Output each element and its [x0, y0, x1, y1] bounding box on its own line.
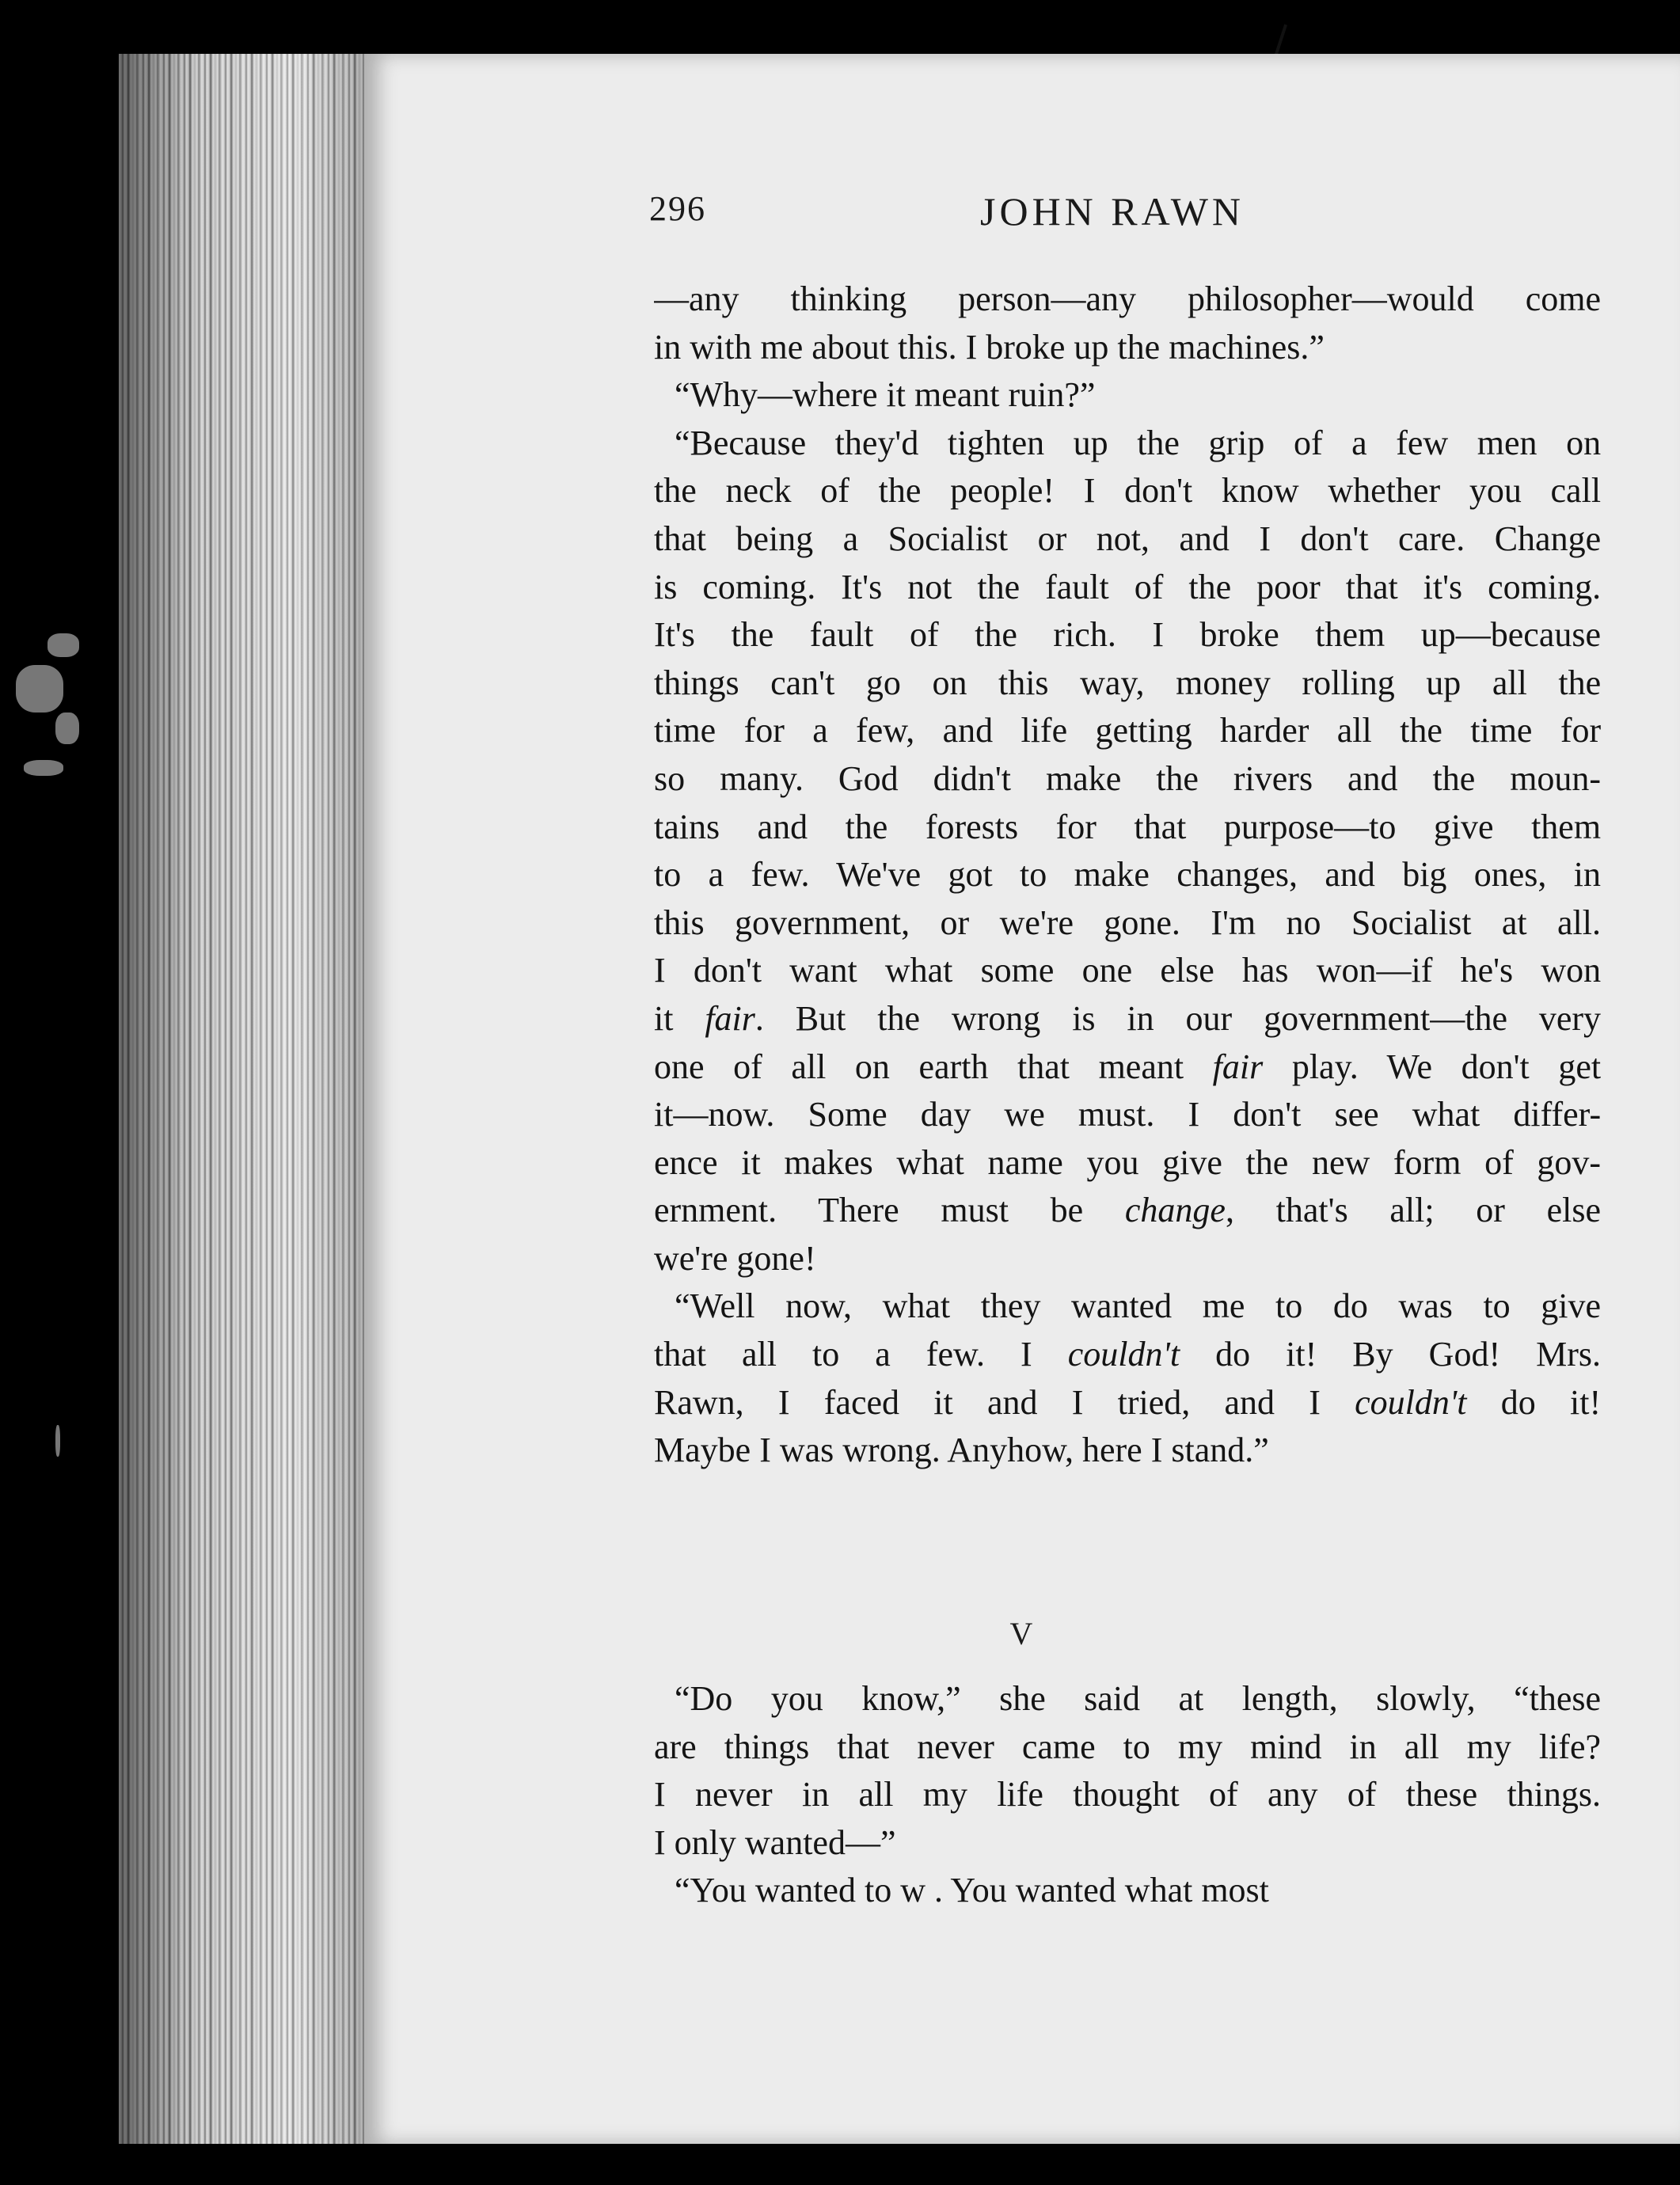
text-line: it—now. Some day we must. I don't see what differ- [654, 1095, 1601, 1134]
margin-speck [16, 665, 63, 712]
text-line: I never in all my life thought of any of these things. [654, 1775, 1601, 1814]
paragraph [654, 1282, 1601, 1474]
book-page [364, 54, 1680, 2144]
text-line: this government, or we're gone. I'm no Socialist at all. [654, 902, 1601, 942]
text-line: “Do you know,” she said at length, slowly, “these [675, 1679, 1601, 1718]
text-line: that all to a few. I couldn't do it! By God! Mrs. [654, 1335, 1601, 1374]
text-line: —any thinking person—any philosopher—would come [654, 279, 1601, 318]
text-line: time for a few, and life getting harder all the time for [654, 711, 1601, 750]
text-line: is coming. It's not the fault of the poor that it's coming. [654, 567, 1601, 606]
text-line: I don't want what some one else has won—if he's won [654, 951, 1601, 990]
text-line: “Why—where it meant ruin?” [675, 375, 1096, 415]
margin-speck [55, 1425, 60, 1457]
body-text-section-two [654, 1675, 1601, 1915]
text-line: the neck of the people! I don't know whether you call [654, 471, 1601, 511]
running-title: JOHN RAWN [980, 189, 1245, 234]
paragraph [654, 1867, 1601, 1915]
text-line: It's the fault of the rich. I broke them up—because [654, 615, 1601, 655]
text-line: we're gone! [654, 1238, 816, 1278]
text-line: that being a Socialist or not, and I don't care. Change [654, 519, 1601, 558]
text-line: it fair. But the wrong is in our government—the very [654, 998, 1601, 1038]
text-line: I only wanted—” [654, 1822, 896, 1862]
text-line: to a few. We've got to make changes, and big ones, in [654, 855, 1601, 895]
text-line: tains and the forests for that purpose—to give them [654, 807, 1601, 846]
section-heading: V [1009, 1616, 1035, 1651]
paragraph [654, 371, 1601, 420]
text-line: so many. God didn't make the rivers and the moun- [654, 758, 1601, 798]
text-line: ernment. There must be change, that's all; or else [654, 1191, 1601, 1230]
text-line: in with me about this. I broke up the machines.” [654, 327, 1325, 367]
running-head [364, 188, 1680, 252]
text-line: Maybe I was wrong. Anyhow, here I stand.” [654, 1431, 1269, 1470]
text-line: “Well now, what they wanted me to do was to give [675, 1286, 1601, 1326]
body-text-section-one [654, 276, 1601, 1475]
text-line: “You wanted to w . You wanted what most [675, 1871, 1269, 1910]
text-line: things can't go on this way, money rolling up all the [654, 663, 1601, 702]
margin-speck [48, 633, 79, 657]
page-edge-stack [119, 54, 372, 2144]
text-line: “Because they'd tighten up the grip of a few men on [675, 423, 1601, 462]
text-line: are things that never came to my mind in all my life? [654, 1727, 1601, 1766]
margin-speck [55, 712, 79, 744]
text-line: one of all on earth that meant fair play. We don't get [654, 1047, 1601, 1086]
paragraph [654, 1675, 1601, 1867]
text-line: ence it makes what name you give the new form of gov- [654, 1142, 1601, 1182]
paragraph [654, 420, 1601, 1283]
paragraph [654, 276, 1601, 371]
margin-speck [24, 760, 63, 776]
page-number: 296 [649, 189, 706, 228]
text-line: Rawn, I faced it and I tried, and I couldn't do it! [654, 1382, 1601, 1422]
